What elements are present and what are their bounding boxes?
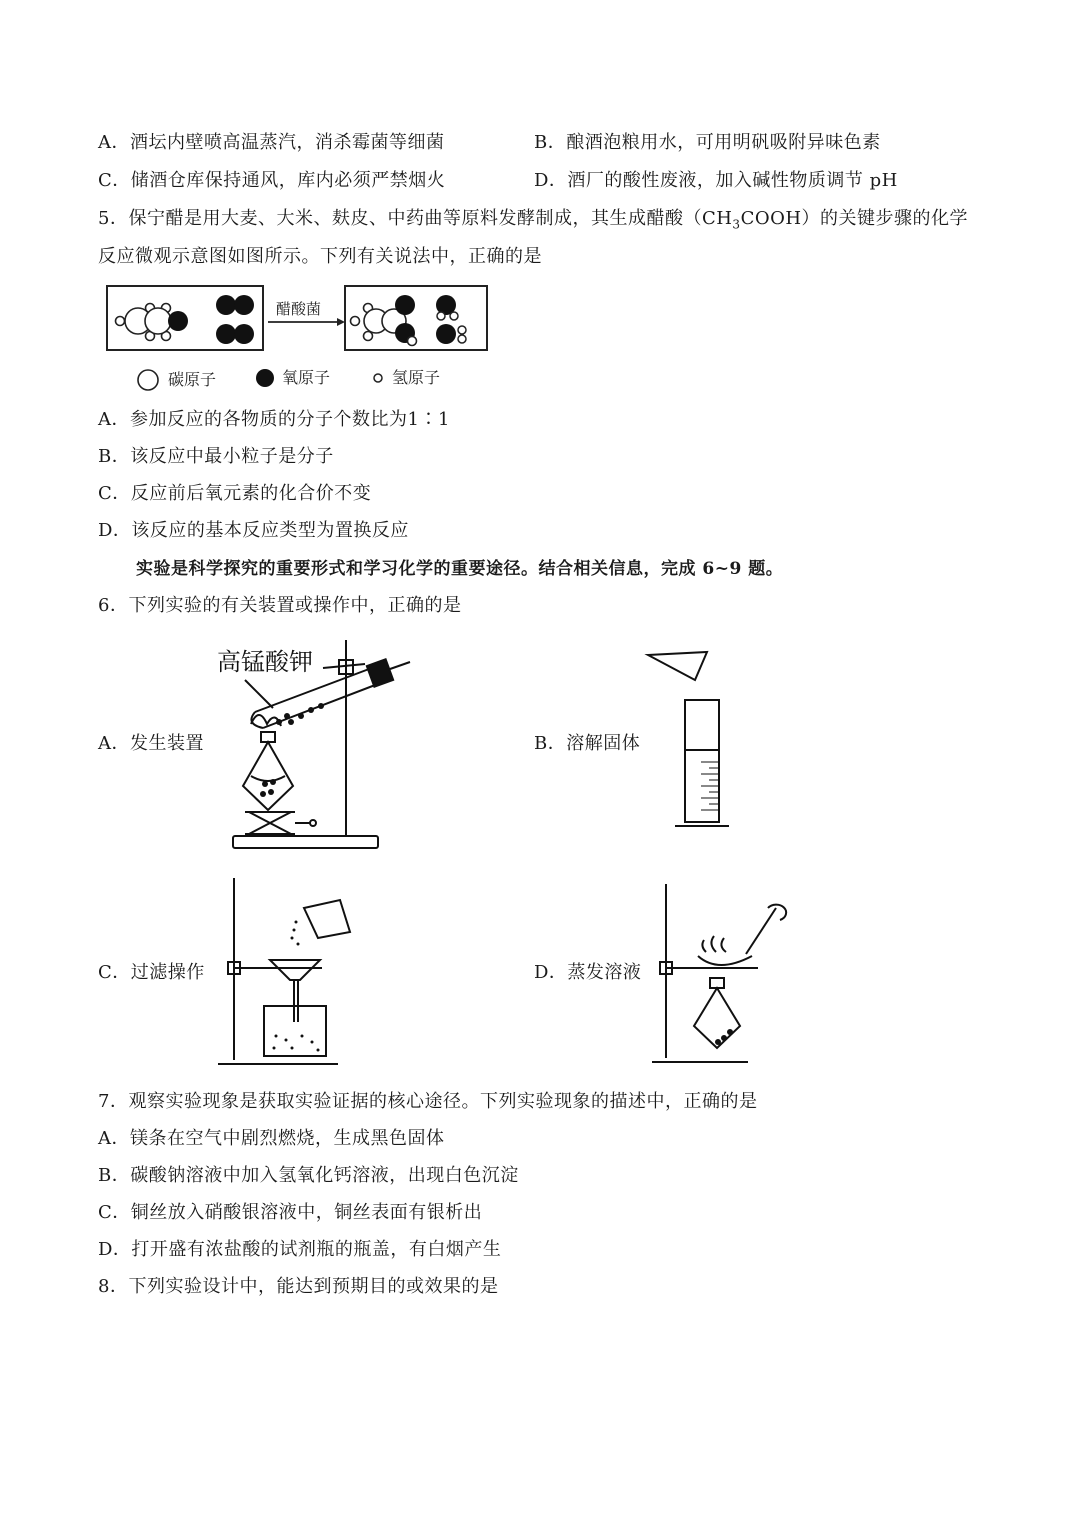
q4-option-d: D．酒厂的酸性废液，加入碱性物质调节 pH [534,170,898,191]
evaporation-figure [648,878,788,1068]
q5-option-a: A．参加反应的各物质的分子个数比为1∶1 [98,409,450,430]
legend-oxygen: 氧原子 [282,368,331,387]
q7-option-c: C．铜丝放入硝酸银溶液中，铜丝表面有银析出 [98,1202,483,1223]
arrow-label: 醋酸菌 [276,300,322,318]
measuring-cylinder-figure [645,650,740,835]
q6-option-c: C．过滤操作 [98,962,205,983]
q5-stem-line1: 5．保宁醋是用大麦、大米、麸皮、中药曲等原料发酵制成，其生成醋酸$(CH_3COOH)$的关键步骤的化学 [98,208,969,232]
q4-option-a: A．酒坛内壁喷高温蒸汽，消杀霉菌等细菌 [98,132,445,153]
generation-apparatus-figure [215,636,415,854]
section-intro: 实验是科学探究的重要形式和学习化学的重要途径。结合相关信息，完成 6~9 题。 [136,559,784,579]
q5-option-b: B．该反应中最小粒子是分子 [98,446,334,467]
q8-stem: 8．下列实验设计中，能达到预期目的或效果的是 [98,1276,499,1297]
legend-hydrogen: 氢原子 [392,368,441,387]
q6-stem: 6．下列实验的有关装置或操作中，正确的是 [98,595,462,616]
q7-option-a: A．镁条在空气中剧烈燃烧，生成黑色固体 [98,1128,445,1149]
q4-option-b: B．酿酒泡粮用水，可用明矾吸附异味色素 [534,132,881,153]
potassium-permanganate-label: 高锰酸钾 [217,648,313,676]
q4-option-c: C．储酒仓库保持通风，库内必须严禁烟火 [98,170,446,191]
q6-option-a: A．发生装置 [98,733,204,754]
q7-option-d: D．打开盛有浓盐酸的试剂瓶的瓶盖，有白烟产生 [98,1239,502,1260]
q6-option-d: D．蒸发溶液 [534,962,642,983]
q7-stem: 7．观察实验现象是获取实验证据的核心途径。下列实验现象的描述中，正确的是 [98,1091,758,1112]
q5-reaction-diagram [100,283,500,393]
q5-option-d: D．该反应的基本反应类型为置换反应 [98,520,409,541]
q5-option-c: C．反应前后氧元素的化合价不变 [98,483,372,504]
q7-option-b: B．碳酸钠溶液中加入氢氧化钙溶液，出现白色沉淀 [98,1165,519,1186]
q5-stem-line2: 反应微观示意图如图所示。下列有关说法中，正确的是 [98,246,542,267]
filtration-figure [212,876,362,1072]
legend-carbon: 碳原子 [168,370,217,389]
q6-option-b: B．溶解固体 [534,733,641,754]
